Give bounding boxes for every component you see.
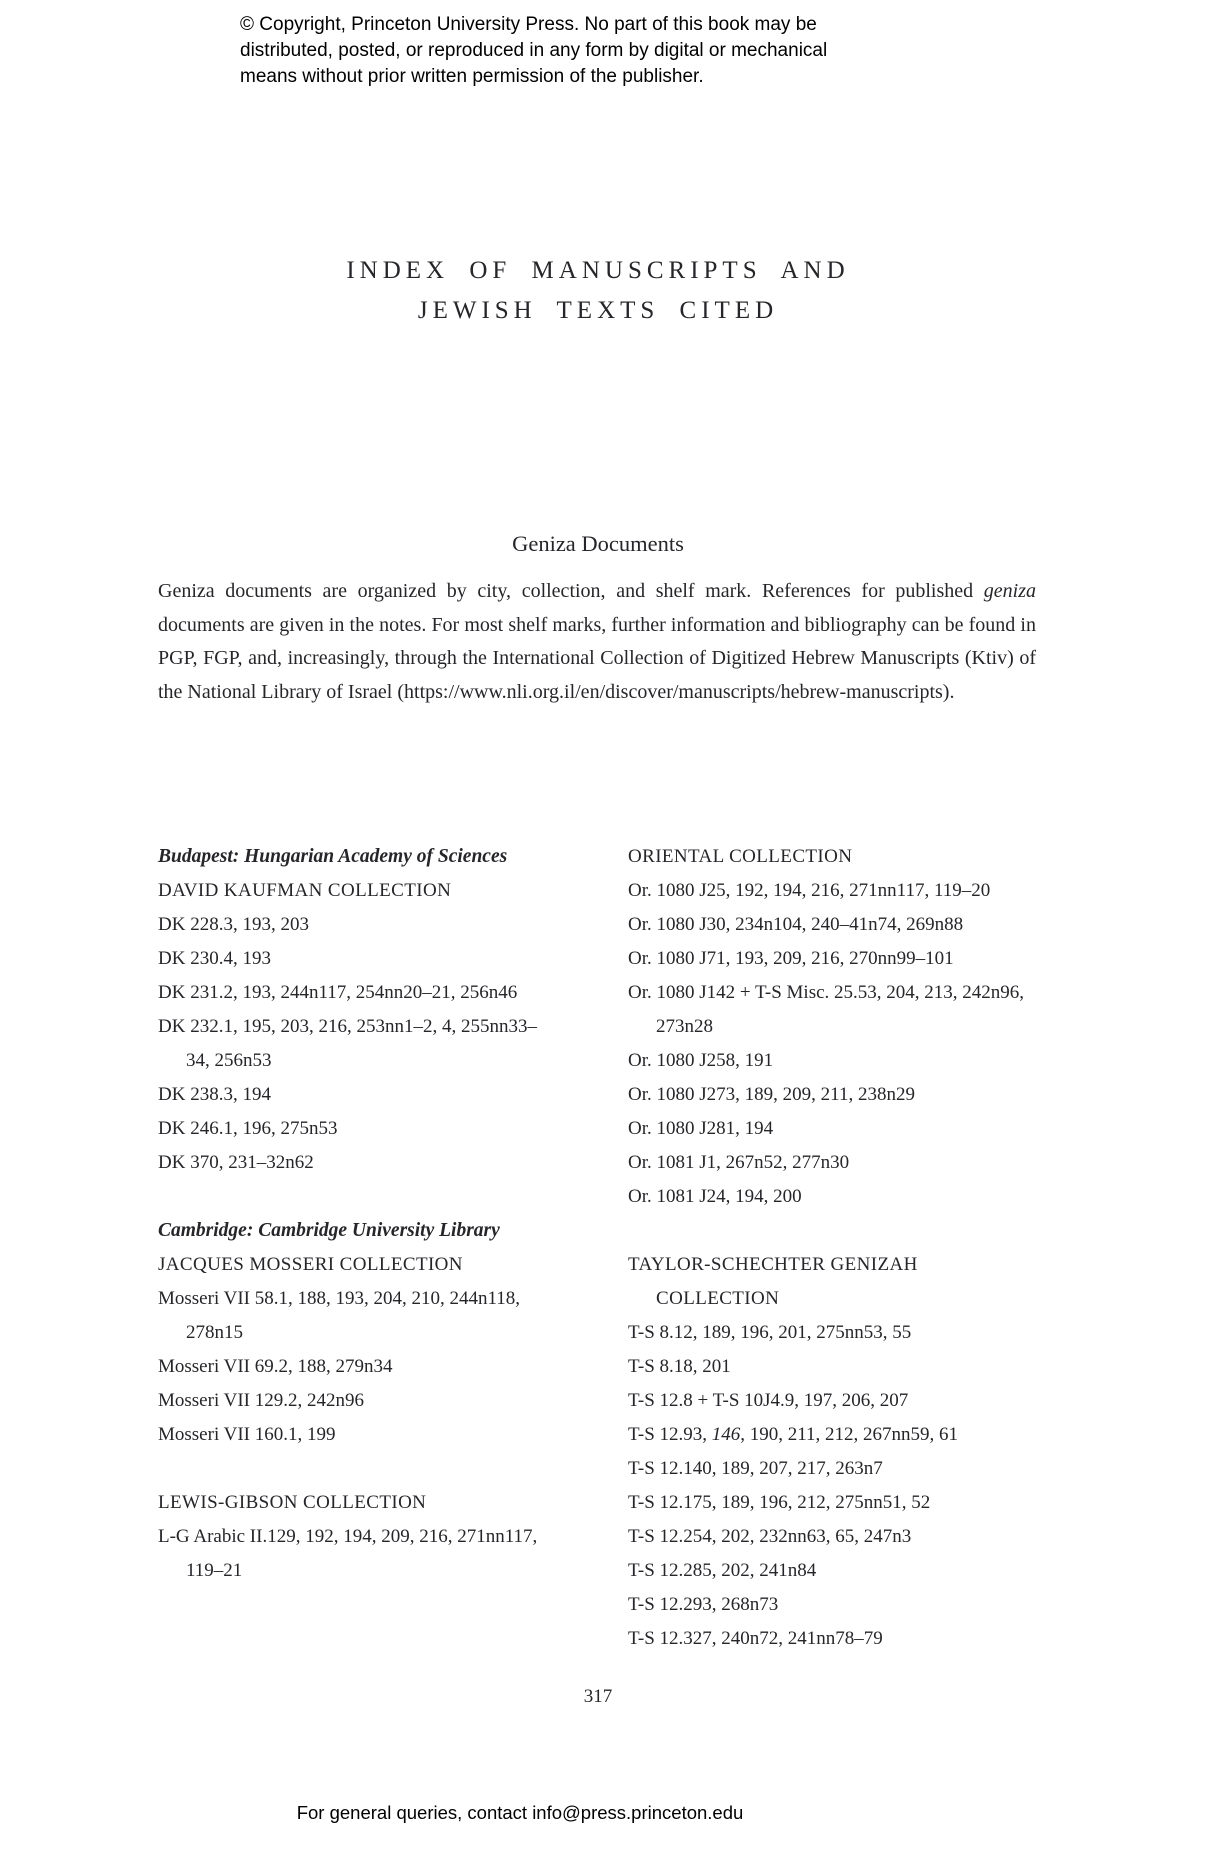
index-entry: DK 231.2, 193, 244n117, 254nn20–21, 256n46 bbox=[158, 982, 518, 1003]
city-heading: Budapest: Hungarian Academy of Sciences bbox=[158, 846, 508, 867]
index-entry: T-S 12.8 + T-S 10J4.9, 197, 206, 207 bbox=[628, 1390, 909, 1411]
index-column-left bbox=[158, 840, 543, 1656]
index-entry: Or. 1080 J71, 193, 209, 216, 270nn99–101 bbox=[628, 948, 954, 969]
index-entry: Mosseri VII 69.2, 188, 279n34 bbox=[158, 1356, 393, 1377]
index-entry: T-S 12.327, 240n72, 241nn78–79 bbox=[628, 1628, 883, 1649]
index-entry: Or. 1080 J281, 194 bbox=[628, 1118, 774, 1139]
collection-group bbox=[628, 1248, 1043, 1656]
index-entry: Mosseri VII 160.1, 199 bbox=[158, 1424, 336, 1445]
chapter-title-line: INDEX OF MANUSCRIPTS AND bbox=[346, 257, 850, 284]
index-entry: Or. 1080 J30, 234n104, 240–41n74, 269n88 bbox=[628, 914, 964, 935]
index-entry: Or. 1080 J25, 192, 194, 216, 271nn117, 119–20 bbox=[628, 880, 991, 901]
index-entry: Or. 1080 J142 + T-S Misc. 25.53, 204, 213, 242n96, 273n28 bbox=[628, 982, 1025, 1037]
index-entry: T-S 12.140, 189, 207, 217, 263n7 bbox=[628, 1458, 883, 1479]
index-city-block bbox=[628, 1248, 1043, 1656]
index-entry bbox=[628, 1418, 1043, 1452]
index-columns bbox=[158, 840, 1058, 1656]
index-entry: T-S 12.254, 202, 232nn63, 65, 247n3 bbox=[628, 1526, 912, 1547]
intro-text: Geniza documents are organized by city, collection, and shelf mark. References for published bbox=[158, 580, 984, 602]
index-entry: DK 228.3, 193, 203 bbox=[158, 914, 309, 935]
collection-heading: ORIENTAL COLLECTION bbox=[628, 846, 853, 867]
index-city-block bbox=[158, 1214, 543, 1588]
collection-group bbox=[628, 840, 1043, 1214]
collection-group bbox=[158, 1486, 543, 1588]
footer-queries-text: For general queries, contact info@press.princeton.edu bbox=[296, 1802, 744, 1823]
entry-segment: , 190, 211, 212, 267nn59, 61 bbox=[740, 1424, 959, 1445]
index-entry: T-S 12.293, 268n73 bbox=[628, 1594, 779, 1615]
collection-heading: TAYLOR-SCHECHTER GENIZAH COLLECTION bbox=[628, 1254, 918, 1309]
page-number: 317 bbox=[583, 1686, 613, 1707]
entry-segment: T-S 12.93, bbox=[628, 1424, 712, 1445]
index-entry: Or. 1080 J258, 191 bbox=[628, 1050, 774, 1071]
index-column-right bbox=[628, 840, 1043, 1656]
index-entry: Or. 1081 J1, 267n52, 277n30 bbox=[628, 1152, 850, 1173]
city-heading: Cambridge: Cambridge University Library bbox=[158, 1220, 500, 1241]
collection-group bbox=[158, 874, 543, 1180]
copyright-notice bbox=[240, 12, 827, 90]
intro-paragraph bbox=[158, 575, 1036, 709]
index-entry: Mosseri VII 58.1, 188, 193, 204, 210, 244n118, 278n15 bbox=[158, 1288, 521, 1343]
index-entry: DK 238.3, 194 bbox=[158, 1084, 271, 1105]
copyright-line: means without prior written permission of the publisher. bbox=[240, 66, 704, 87]
index-entry: T-S 12.285, 202, 241n84 bbox=[628, 1560, 817, 1581]
chapter-title bbox=[158, 251, 1038, 331]
collection-group bbox=[158, 1248, 543, 1452]
index-entry: Or. 1081 J24, 194, 200 bbox=[628, 1186, 802, 1207]
index-entry: T-S 12.175, 189, 196, 212, 275nn51, 52 bbox=[628, 1492, 931, 1513]
index-city-block bbox=[628, 840, 1043, 1214]
chapter-title-line: JEWISH TEXTS CITED bbox=[417, 297, 779, 324]
collection-heading: JACQUES MOSSERI COLLECTION bbox=[158, 1254, 463, 1275]
copyright-line: © Copyright, Princeton University Press. No part of this book may be bbox=[240, 14, 817, 35]
copyright-line: distributed, posted, or reproduced in any form by digital or mechanical bbox=[240, 40, 828, 61]
index-entry: DK 370, 231–32n62 bbox=[158, 1152, 314, 1173]
intro-text: documents are given in the notes. For most shelf marks, further information and bibliography can be found in PGP, FGP, and, increasingly, through the International Collection of Digitized Hebrew Manuscripts (Ktiv) of the National Library of Israel (https://www.nli.org.il/en/discover/manuscripts/hebrew-manuscripts). bbox=[158, 613, 1036, 703]
index-entry: L-G Arabic II.129, 192, 194, 209, 216, 271nn117, 119–21 bbox=[158, 1526, 538, 1581]
index-entry: Mosseri VII 129.2, 242n96 bbox=[158, 1390, 365, 1411]
index-entry: DK 232.1, 195, 203, 216, 253nn1–2, 4, 255nn33–34, 256n53 bbox=[158, 1016, 537, 1071]
collection-heading: LEWIS-GIBSON COLLECTION bbox=[158, 1492, 427, 1513]
collection-heading: DAVID KAUFMAN COLLECTION bbox=[158, 880, 452, 901]
index-entry: DK 230.4, 193 bbox=[158, 948, 271, 969]
section-heading: Geniza Documents bbox=[512, 531, 684, 556]
intro-text-italic: geniza bbox=[983, 580, 1036, 602]
index-entry: DK 246.1, 196, 275n53 bbox=[158, 1118, 338, 1139]
index-entry: Or. 1080 J273, 189, 209, 211, 238n29 bbox=[628, 1084, 915, 1105]
entry-segment: 146 bbox=[711, 1424, 741, 1445]
index-entry: T-S 8.18, 201 bbox=[628, 1356, 731, 1377]
index-city-block bbox=[158, 840, 543, 1180]
index-entry: T-S 8.12, 189, 196, 201, 275nn53, 55 bbox=[628, 1322, 912, 1343]
